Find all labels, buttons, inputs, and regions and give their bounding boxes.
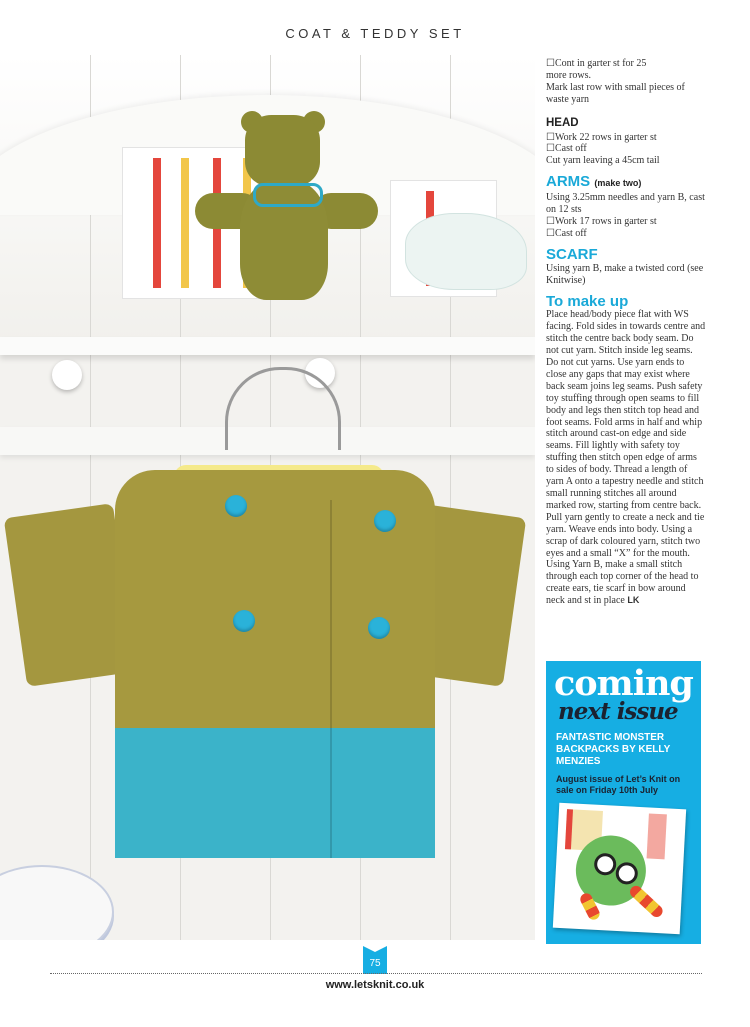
author-initials: LK <box>627 595 640 606</box>
head-step-2: Cast off <box>555 143 587 155</box>
arms-subtitle: (make two) <box>594 178 642 189</box>
wall-peg <box>52 360 82 390</box>
checkbox-icon: ☐ <box>546 227 555 239</box>
footer-divider <box>50 973 702 974</box>
scarf-heading: SCARF <box>546 245 598 263</box>
shelf <box>0 337 535 355</box>
checkbox-icon: ☐ <box>546 143 555 155</box>
bowl <box>0 865 114 940</box>
intro-line-2: more rows. <box>546 69 591 81</box>
arms-intro: Using 3.25mm needles and yarn B, cast on 12 sts <box>546 192 705 216</box>
arms-heading: ARMS (make two) <box>546 173 642 191</box>
checkbox-icon: ☐ <box>546 131 555 143</box>
cardigan-button <box>233 610 255 632</box>
checkbox-icon: ☐ <box>546 215 555 227</box>
pattern-column <box>546 58 706 607</box>
head-heading: HEAD <box>546 116 579 129</box>
page-header: COAT & TEDDY SET <box>285 26 465 41</box>
promo-onsale: August issue of Let’s Knit on sale on Friday 10th July <box>556 774 681 795</box>
arms-step-1: Work 17 rows in garter st <box>555 215 657 227</box>
scarf-text: Using yarn B, make a twisted cord (see Knitwise) <box>546 262 704 286</box>
intro-line-1: Cont in garter st for 25 <box>555 58 647 69</box>
checkbox-icon: ☐ <box>546 58 555 69</box>
footer-url[interactable]: www.letsknit.co.uk <box>325 979 425 991</box>
promo-headline-next-issue: next issue <box>558 698 678 725</box>
arms-step-2: Cast off <box>555 227 587 239</box>
promo-feature: FANTASTIC MONSTER BACKPACKS BY KELLY MENZIES <box>556 732 671 767</box>
head-note: Cut yarn leaving a 45cm tail <box>546 155 660 167</box>
folded-cloth <box>405 213 527 290</box>
promo-headline-coming: coming <box>554 663 693 704</box>
head-step-1: Work 22 rows in garter st <box>555 131 657 143</box>
teddy-scarf <box>253 183 323 207</box>
cardigan-button <box>368 617 390 639</box>
product-photo <box>0 55 535 940</box>
cardigan-button <box>225 495 247 517</box>
knitted-cardigan <box>60 470 470 870</box>
knitted-teddy <box>195 115 395 315</box>
promo-photo <box>553 803 686 934</box>
intro-line-3: Mark last row with small pieces of waste yarn <box>546 81 685 105</box>
next-issue-promo <box>546 661 701 944</box>
cardigan-button <box>374 510 396 532</box>
page-number: 75 <box>363 952 387 974</box>
make-up-text: Place head/body piece flat with WS facing. Fold sides in towards centre and stitch the centre back body seam. Do not cut yarn. Stitch inside leg seams. Do not cut yarns. Use yarn ends to close any gaps that may exist where back seam joins leg seams. Push safety toy stuffing through open seams to fill body and legs then stitch top head and foot seams. Fold arms in half and whip stitch around cast-on edge and side seams. Fill lightly with safety toy stuffing then stitch open edge of arms to sides of body. Thread a length of yarn A onto a tapestry needle and stitch small running stitches all around marked row, starting from centre back. Pull yarn gently to create a neck and tie yarn. Weave ends into body. Using a scrap of dark coloured yarn, stitch two eyes and a small “X” for the mouth. Using Yarn B, make a small stitch through each top corner of the head to create ears, tie scarf in bow around neck and st in place <box>546 309 706 607</box>
make-up-heading: To make up <box>546 292 629 310</box>
